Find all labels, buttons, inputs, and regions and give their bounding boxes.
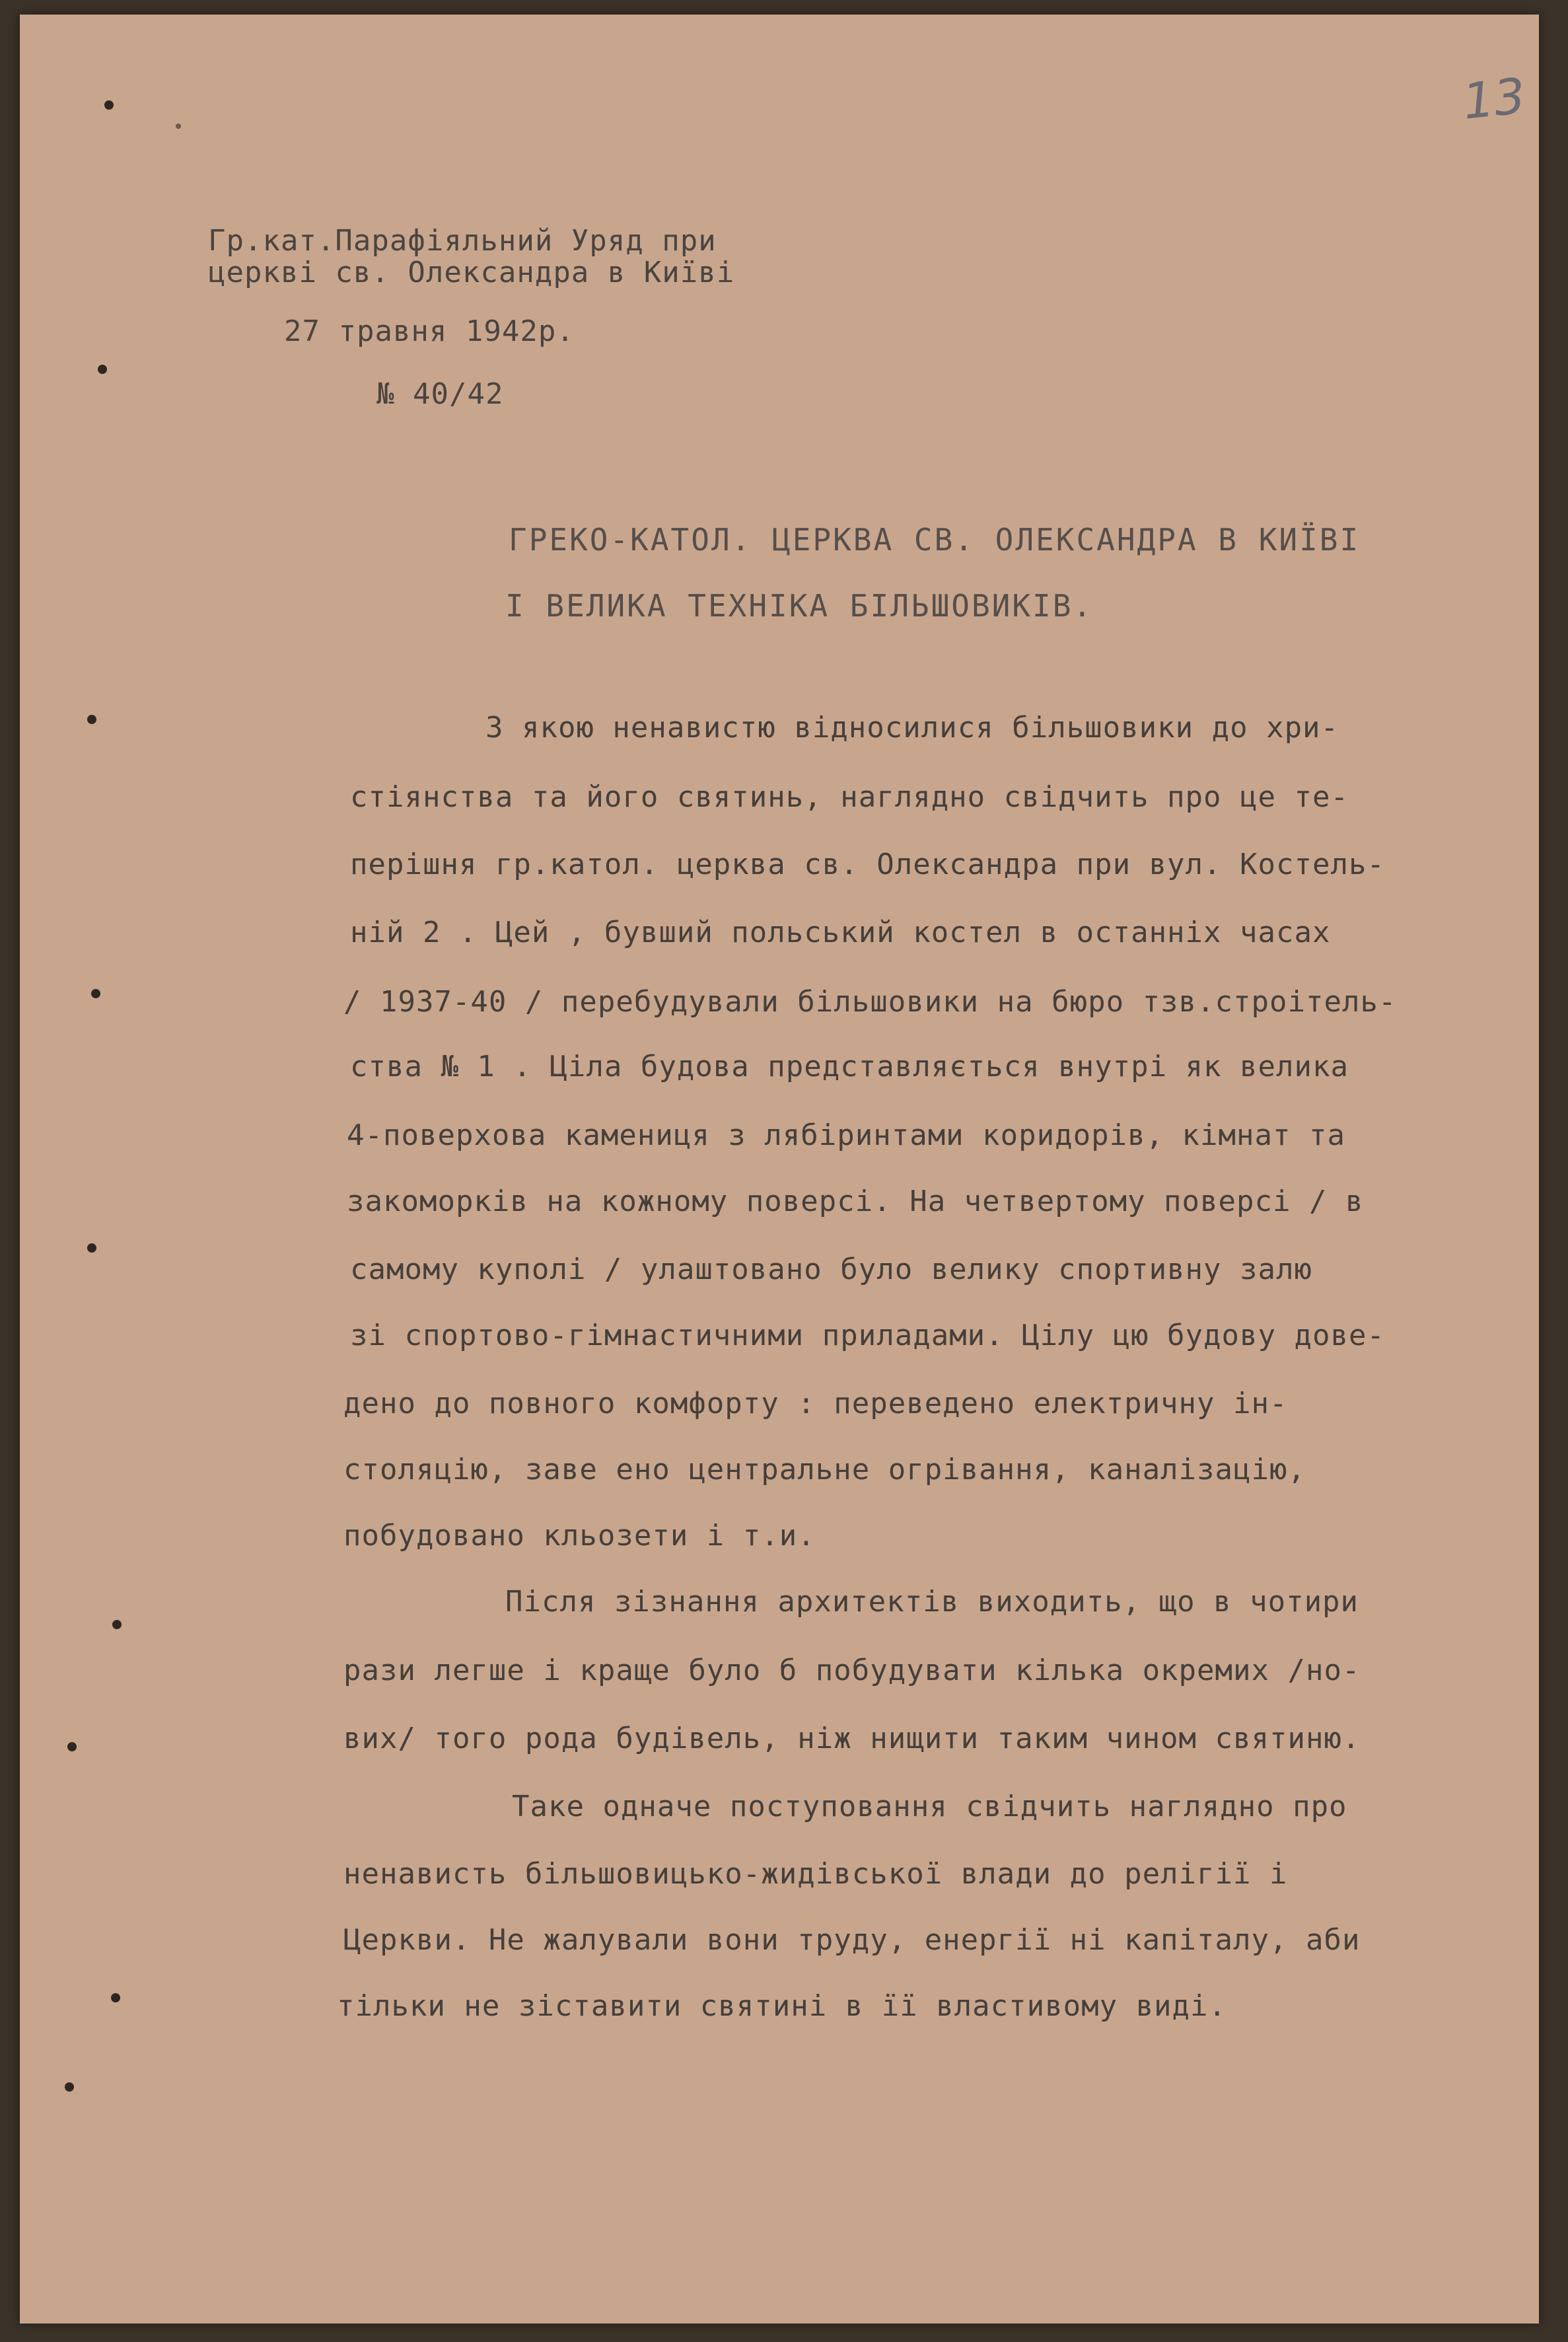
body-text-line: тільки не зіставити святині в її властивому виді.: [337, 1989, 1227, 2023]
body-text-line: ства № 1 . Ціла будова представляється внутрі як велика: [350, 1050, 1349, 1083]
binder-hole: [65, 2082, 74, 2092]
body-text-line: З якою ненавистю відносилися більшовики до хри-: [485, 711, 1339, 745]
binder-hole: [104, 100, 114, 110]
title-line: І ВЕЛИКА ТЕХНІКА БІЛЬШОВИКІВ.: [505, 588, 1094, 624]
issuer-line: церкві св. Олександра в Київі: [208, 256, 735, 289]
binder-hole: [67, 1742, 77, 1751]
body-text-line: побудовано кльозети і т.и.: [343, 1519, 816, 1553]
binder-hole: [112, 1620, 122, 1629]
body-text-line: закоморків на кожному поверсі. На четвертому поверсі / в: [347, 1185, 1364, 1218]
body-text-line: 4-поверхова камениця з лябіринтами коридорів, кімнат та: [347, 1118, 1345, 1152]
binder-hole: [87, 1243, 96, 1253]
body-text-line: рази легше і краще було б побудувати кілька окремих /но-: [343, 1654, 1361, 1687]
body-text-line: самому куполі / улаштовано було велику спортивну залю: [350, 1253, 1312, 1286]
body-text-line: Після зізнання архитектів виходить, що в чотири: [505, 1585, 1359, 1619]
body-text-line: дено до повного комфорту : переведено електричну ін-: [343, 1387, 1288, 1420]
body-text-line: ненависть більшовицько-жидівської влади до релігії і: [343, 1857, 1288, 1891]
title-line: ГРЕКО-КАТОЛ. ЦЕРКВА СВ. ОЛЕКСАНДРА В КИЇВІ: [509, 522, 1361, 558]
issuer-line: Гр.кат.Парафіяльний Уряд при: [208, 224, 717, 258]
binder-hole: [111, 1993, 120, 2002]
body-text-line: столяцію, заве ено центральне огрівання, каналізацію,: [343, 1453, 1306, 1486]
body-text-line: / 1937-40 / перебудували більшовики на бюро тзв.строітель-: [343, 985, 1397, 1019]
body-text-line: ній 2 . Цей , бувший польський костел в останніх часах: [350, 916, 1331, 949]
folio-number: 13: [1460, 67, 1528, 131]
binder-hole: [91, 989, 100, 998]
body-text-line: вих/ того рода будівель, ніж нищити таким чином святиню.: [343, 1722, 1361, 1755]
document-page: [20, 15, 1539, 2324]
binder-hole: [98, 365, 107, 374]
document-number: № 40/42: [376, 377, 504, 411]
document-date: 27 травня 1942р.: [284, 314, 575, 348]
body-text-line: стіянства та його святинь, наглядно свідчить про це те-: [350, 780, 1349, 814]
body-text-line: зі спортово-гімнастичними приладами. Цілу цю будову дове-: [350, 1319, 1385, 1352]
body-text-line: перішня гр.катол. церква св. Олександра при вул. Костель-: [350, 848, 1385, 881]
binder-mark: [176, 124, 181, 129]
body-text-line: Таке одначе поступовання свідчить наглядно про: [512, 1790, 1347, 1823]
binder-hole: [87, 715, 96, 724]
body-text-line: Церкви. Не жалували вони труду, енергії ні капіталу, аби: [343, 1923, 1361, 1957]
